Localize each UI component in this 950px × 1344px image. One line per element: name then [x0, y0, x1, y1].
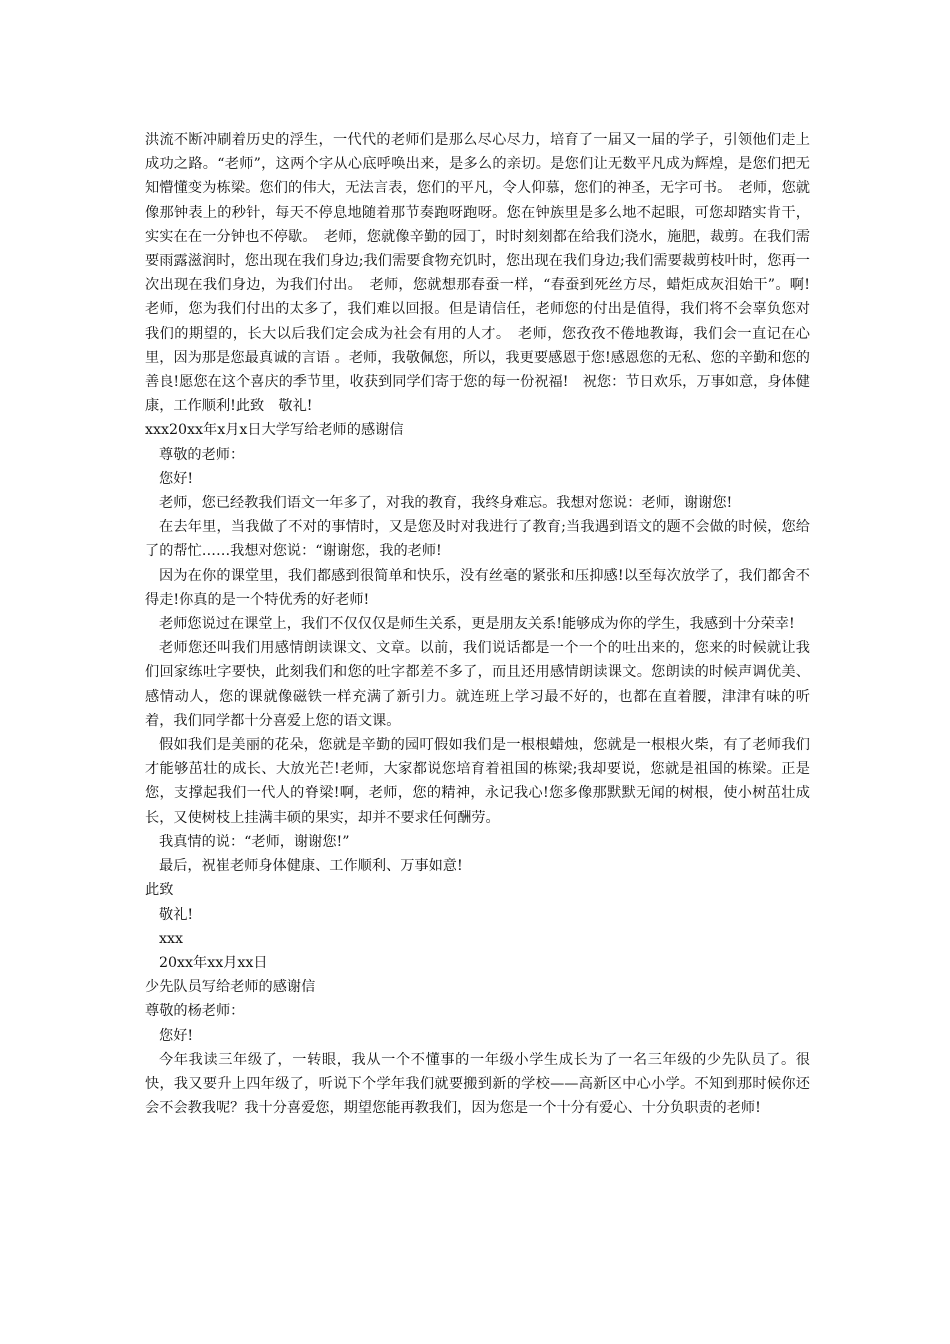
letter2-paragraph: 老师您还叫我们用感情朗读课文、文章。以前，我们说话都是一个一个的吐出来的，您来的时候就让我们回家练吐字要快，此刻我们和您的吐字都差不多了，而且还用感情朗读课文。您朗读的时候声调优美、感情动人，您的课就像磁铁一样充满了新引力。就连班上学习最不好的，也都在直着腰，津津有味的听着，我们同学都十分喜爱上您的语文课。 — [145, 640, 810, 729]
letter2-signature: xxx — [159, 930, 184, 947]
letter1-body: 洪流不断冲刷着历史的浮生，一代代的老师们是那么尽心尽力，培育了一届又一届的学子，引领他们走上成功之路。“老师”，这两个字从心底呼唤出来，是多么的亲切。是您们让无数平凡成为辉煌，是您们把无知懵懂变为栋梁。您们的伟大，无法言表，您们的平凡，令人仰慕，您们的神圣，无字可书。 老师，您就像那钟表上的秒针，每天不停息地随着那节奏跑呀跑呀。您在钟族里是多么地不起眼，可您却踏实肯干，实实在在一分钟也不停歇。 老师，您就像辛勤的园丁，时时刻刻都在给我们浇水，施肥，裁剪。在我们需要雨露滋润时，您出现在我们身边;我们需要食物充饥时，您出现在我们身边;我们需要裁剪枝叶时，您再一次出现在我们身边，为我们付出。 老师，您就想那春蚕一样，“春蚕到死丝方尽，蜡炬成灰泪始干”。啊!老师，您为我们付出的太多了，我们难以回报。但是请信任，老师您的付出是值得，我们将不会辜负您对我们的期望的，长大以后我们定会成为社会有用的人才。 老师，您孜孜不倦地教诲，我们会一直记在心里，因为那是您最真诚的言语 。老师，我敬佩您，所以，我更要感恩于您!感恩您的无私、您的辛勤和您的善良!愿您在这个喜庆的季节里，收获到同学们寄于您的每一份祝福! 祝您：节日欢乐，万事如意，身体健康，工作顺利!此致 敬礼! — [145, 132, 810, 415]
letter2-closing: 此致 — [145, 882, 174, 899]
letter2-greeting: 您好! — [159, 470, 194, 487]
letter2-title: xxx20xx年x月x日大学写给老师的感谢信 — [145, 422, 404, 439]
letter2-paragraph: 在去年里，当我做了不对的事情时，又是您及时对我进行了教育;当我遇到语文的题不会做的时候，您给了的帮忙……我想对您说：“谢谢您，我的老师! — [145, 519, 810, 560]
letter2-paragraph: 因为在你的课堂里，我们都感到很简单和快乐，没有丝毫的紧张和压抑感!以至每次放学了，我们都舍不得走!你真的是一个特优秀的好老师! — [145, 567, 810, 608]
letter2-paragraph: 老师您说过在课堂上，我们不仅仅仅是师生关系，更是朋友关系!能够成为你的学生，我感到十分荣幸! — [159, 616, 795, 633]
letter2-paragraph: 老师，您已经教我们语文一年多了，对我的教育，我终身难忘。我想对您说：老师，谢谢您! — [159, 495, 733, 512]
letter2-paragraph: 假如我们是美丽的花朵，您就是辛勤的园叮假如我们是一根根蜡烛，您就是一根根火柴，有了老师我们才能够茁壮的成长、大放光芒!老师，大家都说您培育着祖国的栋梁;我却要说，您就是祖国的栋梁。正是您，支撑起我们一代人的脊梁!啊，老师，您的精神，永记我心!您多像那默默无闻的树根，使小树茁壮成长，又使树枝上挂满丰硕的果实，却并不要求任何酬劳。 — [145, 737, 810, 826]
letter3-greeting: 您好! — [159, 1027, 194, 1044]
letter2-regards: 敬礼! — [159, 906, 194, 923]
letter3-paragraph: 今年我读三年级了，一转眼，我从一个不懂事的一年级小学生成长为了一名三年级的少先队员了。很快，我又要升上四年级了，听说下个学年我们就要搬到新的学校——高新区中心小学。不知到那时候你还会不会教我呢？我十分喜爱您，期望您能再教我们，因为您是一个十分有爱心、十分负职责的老师! — [145, 1051, 810, 1117]
letter2-salutation: 尊敬的老师： — [159, 446, 245, 463]
letter3-salutation: 尊敬的杨老师： — [145, 1003, 245, 1020]
letter2-date: 20xx年xx月xx日 — [159, 954, 268, 971]
letter2-paragraph: 最后，祝崔老师身体健康、工作顺利、万事如意! — [159, 858, 463, 875]
document-page — [145, 128, 810, 1120]
letter2-paragraph: 我真情的说：“老师，谢谢您!” — [159, 833, 350, 850]
letter3-title: 少先队员写给老师的感谢信 — [145, 979, 316, 996]
